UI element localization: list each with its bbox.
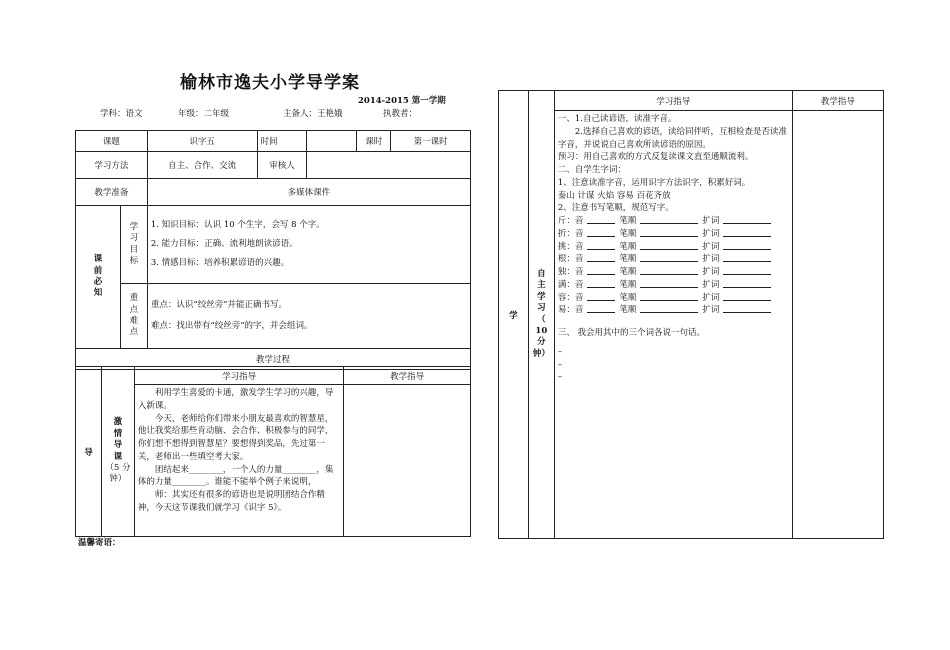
answer-dash: – [557, 346, 563, 357]
word-label: 扩词 [702, 254, 720, 265]
practice-char: 满：音 [557, 279, 584, 290]
word-blank[interactable] [723, 292, 771, 301]
sound-blank[interactable] [587, 266, 615, 275]
stroke-blank[interactable] [640, 266, 698, 275]
practice-char: 挑：音 [557, 241, 584, 252]
time-value [307, 131, 357, 152]
study-line: 泰山 计谋 火焰 容易 百花齐放 [557, 190, 671, 201]
method-value: 自主、合作、交流 [147, 152, 257, 179]
char-practice-row [558, 215, 789, 228]
goal-item: 2. 能力目标：正确、流利地朗读谚语。 [150, 238, 298, 249]
grade-label: 年级：二年级 [178, 109, 230, 119]
right-teach-guide-header: 教学指导 [792, 91, 883, 111]
word-blank[interactable] [723, 228, 771, 237]
word-label: 扩词 [702, 241, 720, 252]
stage1-time: （5 分 钟） [105, 462, 131, 485]
right-teach-cell [792, 111, 883, 539]
study-line: 一、1.自己读谚语，读准字音。 [557, 114, 677, 124]
stroke-label: 笔顺 [619, 267, 637, 277]
stroke-label: 笔顺 [619, 279, 637, 290]
sound-blank[interactable] [587, 292, 615, 301]
prep-value: 多媒体课件 [147, 179, 470, 206]
practice-char: 斤：音 [557, 216, 584, 226]
stage1-paragraph: 团结起来________，一个人的力量________，集体的力量________。谁能不能举个例子来说明， [137, 464, 334, 488]
study-guide-header: 学习指导 [134, 367, 343, 385]
char-practice-row [558, 253, 789, 266]
right-study-guide-header: 学习指导 [554, 91, 792, 111]
guide-label: 导 [76, 367, 102, 537]
study-line: 1、注意读准字音，运用识字方法识字，积累好词。 [557, 177, 751, 188]
sound-blank[interactable] [587, 228, 615, 237]
prep-label: 教学准备 [76, 179, 148, 206]
word-blank[interactable] [723, 304, 771, 313]
focus-cell [147, 284, 470, 349]
stroke-blank[interactable] [640, 292, 698, 301]
stage1-paragraph: 利用学生喜爱的卡通，激发学生学习的兴趣，导入新课。 [137, 388, 334, 411]
footer-note: 温馨寄语： [78, 538, 121, 548]
focus-label: 重 点 难 点 [120, 284, 147, 349]
char-practice-row [558, 304, 789, 317]
char-practice-row [558, 241, 789, 254]
stage1-teach-cell [344, 385, 471, 537]
preparer-label: 主备人：王艳娥 [283, 109, 343, 119]
word-blank[interactable] [723, 215, 771, 224]
stroke-label: 笔顺 [619, 254, 637, 265]
answer-dash: – [557, 359, 563, 370]
sound-blank[interactable] [587, 253, 615, 262]
subject-label: 学科：语文 [100, 109, 143, 119]
stroke-blank[interactable] [640, 253, 698, 262]
word-blank[interactable] [723, 241, 771, 250]
stage1-label-cell [101, 367, 134, 537]
stroke-blank[interactable] [640, 304, 698, 313]
self-study-table [498, 90, 884, 539]
sound-blank[interactable] [587, 304, 615, 313]
stroke-blank[interactable] [640, 215, 698, 224]
practice-char: 易：音 [557, 305, 584, 316]
goal-item: 3. 情感目标：培养积累谚语的兴趣。 [150, 258, 290, 269]
method-label: 学习方法 [76, 152, 148, 179]
reviewer-value [307, 152, 471, 179]
char-practice-row [558, 292, 789, 305]
focus-item: 难点：找出带有“绞丝旁”的字，并会组词。 [150, 321, 313, 331]
process-table [75, 366, 471, 537]
word-label: 扩词 [702, 228, 720, 239]
stroke-label: 笔顺 [619, 241, 637, 252]
word-blank[interactable] [723, 279, 771, 288]
reviewer-label: 审核人 [257, 152, 307, 179]
practice-char: 根：音 [557, 254, 584, 265]
self-study-content [554, 111, 792, 539]
study-line: 2、注意书写笔顺，规范写字。 [557, 203, 674, 214]
time-label: 时间 [257, 131, 307, 152]
stage1-paragraph: 师：其实还有很多的谚语也是说明团结合作精神，今天这节课我们就学习《识字 5》。 [137, 490, 325, 513]
page-title: 榆林市逸夫小学导学案 [180, 73, 360, 93]
focus-item: 重点：认识“绞丝旁”并能正确书写。 [150, 299, 288, 310]
word-label: 扩词 [702, 279, 720, 290]
topic-label: 课题 [76, 131, 148, 152]
study-label: 学 [499, 91, 529, 539]
goals-cell [147, 206, 470, 284]
sound-blank[interactable] [587, 241, 615, 250]
stroke-label: 笔顺 [619, 292, 637, 303]
answer-dash: – [557, 372, 563, 383]
stroke-blank[interactable] [640, 279, 698, 288]
stroke-label: 笔顺 [619, 228, 637, 239]
lesson-plan-table [75, 130, 471, 370]
goals-label: 学 习 目 标 [120, 206, 147, 284]
stroke-label: 笔顺 [619, 216, 637, 226]
study-line: 预习：用自己喜欢的方式反复读课文直至通顺流利。 [557, 152, 754, 163]
word-blank[interactable] [723, 253, 771, 262]
part3-instruction: 三、 我会用其中的三个词各说一句话。 [557, 328, 706, 338]
period-label: 课时 [357, 131, 391, 152]
topic-value: 识字五 [147, 131, 257, 152]
term-label: 2014-2015 第一学期 [358, 96, 446, 106]
stage1-label: 激 情 导 课 [113, 417, 123, 462]
teach-guide-header: 教学指导 [344, 367, 471, 385]
study-line: 2.选择自己喜欢的谚语，读给同伴听，互相检查是否读准字音，并说说自己喜欢所读谚语的原因。 [557, 126, 787, 150]
word-label: 扩词 [702, 305, 720, 316]
process-title: 教学过程 [76, 349, 471, 370]
sound-blank[interactable] [587, 215, 615, 224]
stage1-paragraph: 今天，老师给你们带来小朋友最喜欢的智慧星，他让我奖给那些肯动脑、会合作、积极参与的同学，你们想不想得到智慧星？要想得到奖品，先过第一关，老师出一些填空考大家。 [137, 413, 334, 462]
word-label: 扩词 [702, 267, 720, 277]
practice-char: 独：音 [557, 267, 584, 277]
section-before-class: 课 前 必 知 [76, 206, 121, 349]
self-study-label: 自 主 学 习 （ 10 分 钟） [528, 91, 554, 539]
goal-item: 1. 知识目标：认识 10 个生字，会写 8 个字。 [150, 219, 325, 230]
char-practice-row [558, 279, 789, 292]
teacher-label: 执教者： [383, 109, 418, 119]
practice-char: 容：音 [557, 292, 584, 303]
stroke-blank[interactable] [640, 228, 698, 237]
char-practice-row [558, 266, 789, 279]
practice-char: 折：音 [557, 228, 584, 239]
stage1-content [134, 385, 343, 537]
word-blank[interactable] [723, 266, 771, 275]
word-label: 扩词 [702, 292, 720, 303]
study-line: 二、自学生字词： [557, 165, 626, 175]
word-label: 扩词 [702, 216, 720, 226]
stroke-blank[interactable] [640, 241, 698, 250]
sound-blank[interactable] [587, 279, 615, 288]
char-practice-list [558, 215, 789, 317]
char-practice-row [558, 228, 789, 241]
period-value: 第一课时 [391, 131, 471, 152]
stroke-label: 笔顺 [619, 305, 637, 316]
